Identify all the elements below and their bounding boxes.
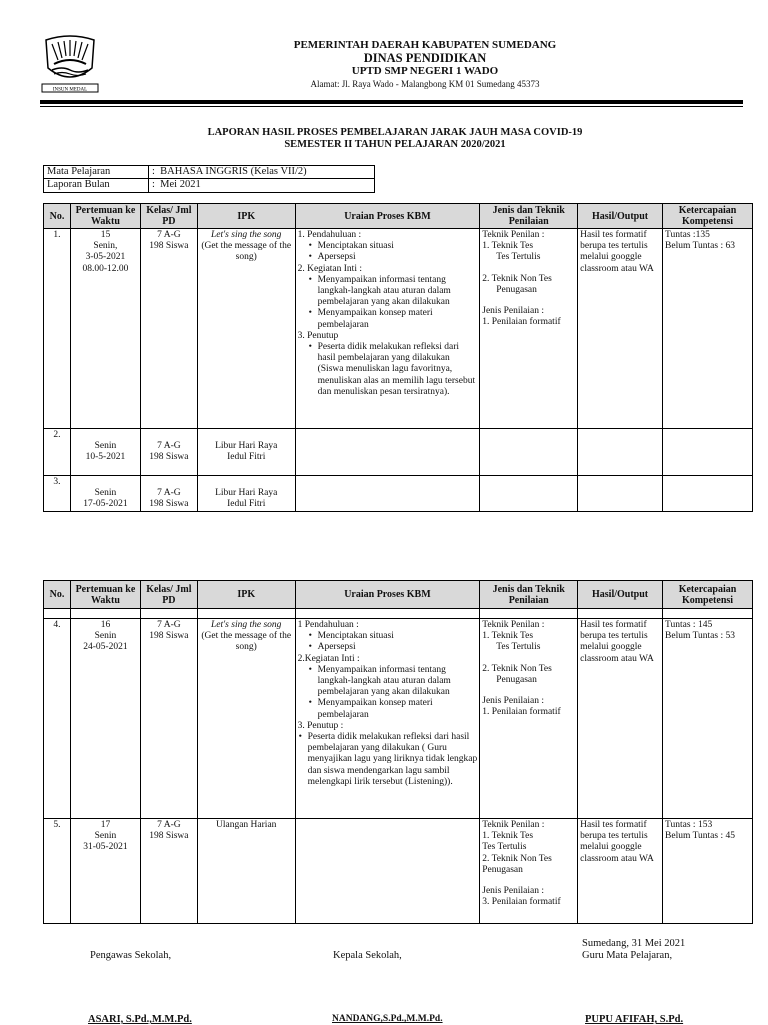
class-name: 7 A-G: [157, 441, 181, 451]
assessment-line: Tes Tertulis: [496, 642, 541, 653]
table-header-row: [44, 581, 753, 609]
header-government: PEMERINTAH DAERAH KABUPATEN SUMEDANG: [293, 39, 557, 51]
ipk-desc: Iedul Fitri: [227, 452, 266, 463]
kbm-item: • Menyampaikan informasi tentang langkah-langkah atau aturan dalam pembelajaran yang akan dilakukan: [318, 275, 478, 309]
info-table: [43, 165, 375, 193]
ipk-cell: [197, 429, 295, 476]
kbm-cell: [295, 229, 480, 429]
report-title: LAPORAN HASIL PROSES PEMBELAJARAN JARAK JAUH MASA COVID-19: [207, 127, 583, 138]
assessment-line: Jenis Penilaian :: [482, 886, 545, 897]
table-row: [44, 229, 753, 429]
meeting-date: 31-05-2021: [83, 842, 128, 853]
meeting-day: Senin: [94, 831, 117, 842]
assessment-cell: [480, 819, 578, 924]
competency-cell: [663, 229, 753, 429]
col-output: Hasil/Output: [578, 204, 663, 229]
meeting-day: Senin: [94, 631, 117, 642]
kbm-item: • Apersepsi: [318, 642, 478, 653]
class-cell: [140, 619, 197, 819]
kbm-item: • Peserta didik melakukan refleksi dari hasil pembelajaran yang dilakukan (Siswa menuliskan lagu favoritnya, menuliskan alas an memilih lagu tersebut dan menuliskan pesan tersiratnya).: [318, 342, 478, 398]
pengawas-role: Pengawas Sekolah,: [90, 950, 172, 961]
belum-tuntas-count: Belum Tuntas : 53: [665, 631, 735, 642]
tuntas-count: Tuntas :135: [665, 230, 710, 240]
class-name: 7 A-G: [157, 230, 181, 240]
meeting-cell: [70, 429, 140, 476]
meeting-number: 16: [100, 620, 111, 630]
belum-tuntas-count: Belum Tuntas : 63: [665, 241, 735, 252]
assessment-line: 1. Penilaian formatif: [482, 317, 561, 328]
col-kbm: Uraian Proses KBM: [295, 204, 480, 229]
kbm-step: 2.Kegiatan Inti :: [297, 653, 360, 664]
col-ipk: IPK: [197, 204, 295, 229]
table-row: [44, 619, 753, 819]
month-label: Laporan Bulan: [44, 179, 149, 192]
class-cell: [140, 476, 197, 512]
class-name: 7 A-G: [157, 620, 181, 630]
col-kbm: Uraian Proses KBM: [295, 581, 480, 609]
class-name: 7 A-G: [157, 820, 181, 830]
meeting-day: Senin: [94, 441, 117, 451]
header-address: Alamat: Jl. Raya Wado - Malangbong KM 01 Sumedang 45373: [310, 79, 540, 89]
assessment-line: Tes Tertulis: [482, 842, 527, 853]
meeting-date: 10-5-2021: [85, 452, 126, 463]
table-row: [44, 429, 753, 476]
subject-value: BAHASA INGGRIS (Kelas VII/2): [160, 166, 307, 177]
report-table-2: [43, 580, 753, 924]
assessment-line: Penugasan: [496, 284, 537, 295]
kepala-role: Kepala Sekolah,: [333, 950, 402, 961]
school-emblem-logo: [38, 34, 102, 94]
ipk-title: Let's sing the song: [211, 230, 282, 240]
ipk-desc: Iedul Fitri: [227, 499, 266, 510]
meeting-day: Senin,: [93, 241, 118, 252]
meeting-number: 15: [100, 230, 111, 240]
table-row: [44, 476, 753, 512]
kbm-cell: [295, 619, 480, 819]
kbm-item: • Menciptakan situasi: [318, 631, 478, 642]
row-number: 1.: [44, 229, 71, 429]
row-number: 2.: [44, 429, 71, 476]
meeting-cell: [70, 476, 140, 512]
tuntas-count: Tuntas : 145: [665, 620, 713, 630]
ipk-title: Let's sing the song: [211, 620, 282, 630]
col-output: Hasil/Output: [578, 581, 663, 609]
guru-role: Guru Mata Pelajaran,: [582, 950, 673, 961]
ipk-desc: (Get the message of the song): [201, 241, 292, 263]
meeting-cell: [70, 619, 140, 819]
assessment-line: 1. Teknik Tes: [482, 831, 534, 842]
assessment-line: Teknik Penilan :: [482, 820, 545, 830]
report-table-1: [43, 203, 753, 512]
header-school: UPTD SMP NEGERI 1 WADO: [351, 65, 499, 77]
meeting-day: Senin: [94, 488, 117, 498]
competency-cell: [663, 819, 753, 924]
kepala-name: NANDANG,S.Pd.,M.M.Pd.: [332, 1014, 443, 1024]
assessment-line: Penugasan: [496, 674, 537, 685]
kbm-step: 1 Pendahuluan :: [297, 620, 359, 630]
col-no: No.: [44, 581, 71, 609]
meeting-date: 17-05-2021: [83, 499, 128, 510]
ipk-cell: [197, 229, 295, 429]
assessment-line: Jenis Penilaian :: [482, 696, 545, 707]
competency-cell: [663, 619, 753, 819]
ipk-cell: Ulangan Harian: [197, 819, 295, 924]
ipk-title: Libur Hari Raya: [215, 441, 278, 451]
ipk-desc: (Get the message of the song): [201, 631, 292, 653]
place-date: Sumedang, 31 Mei 2021: [582, 938, 686, 949]
colon: :: [152, 179, 155, 191]
kbm-item: • Menyampaikan informasi tentang langkah-langkah atau aturan dalam pembelajaran yang akan dilakukan: [318, 665, 478, 699]
kbm-item: • Menyampaikan konsep materi pembelajaran: [318, 698, 478, 720]
header-divider-thick: [40, 100, 743, 104]
belum-tuntas-count: Belum Tuntas : 45: [665, 831, 735, 842]
assessment-line: Teknik Penilan :: [482, 620, 545, 630]
col-competency: Ketercapaian Kompetensi: [663, 581, 753, 609]
assessment-line: 2. Teknik Non Tes: [482, 273, 552, 284]
meeting-date: 3-05-2021: [85, 252, 126, 263]
guru-name: PUPU AFIFAH, S.Pd.: [585, 1014, 684, 1025]
row-number: 3.: [44, 476, 71, 512]
row-number: 5.: [44, 819, 71, 924]
row-number: 4.: [44, 619, 71, 819]
class-cell: [140, 229, 197, 429]
output-cell: Hasil tes formatif berupa tes tertulis melalui googgle classroom atau WA: [578, 619, 663, 819]
meeting-number: 17: [100, 820, 111, 830]
report-semester: SEMESTER II TAHUN PELAJARAN 2020/2021: [284, 139, 506, 150]
student-count: 198 Siswa: [149, 452, 189, 463]
col-no: No.: [44, 204, 71, 229]
assessment-line: 1. Teknik Tes: [482, 241, 534, 252]
colon: :: [152, 166, 155, 177]
kbm-item: • Menyampaikan konsep materi pembelajaran: [318, 308, 478, 330]
col-class: Kelas/ Jml PD: [140, 581, 197, 609]
assessment-line: 1. Penilaian formatif: [482, 707, 561, 718]
col-meeting: Pertemuan ke Waktu: [70, 581, 140, 609]
meeting-time: 08.00-12.00: [82, 263, 129, 274]
kbm-item: • Apersepsi: [318, 252, 478, 263]
pengawas-name: ASARI, S.Pd.,M.M.Pd.: [88, 1014, 192, 1025]
kbm-step: 3. Penutup: [297, 330, 339, 341]
header-department: DINAS PENDIDIKAN: [363, 51, 487, 65]
table-row: [44, 819, 753, 924]
header-divider-thin: [40, 106, 743, 107]
kbm-step: 2. Kegiatan Inti :: [297, 263, 362, 274]
col-assessment: Jenis dan Teknik Penilaian: [480, 204, 578, 229]
output-cell: Hasil tes formatif berupa tes tertulis melalui googgle classroom atau WA: [578, 819, 663, 924]
class-name: 7 A-G: [157, 488, 181, 498]
student-count: 198 Siswa: [149, 631, 189, 642]
meeting-cell: [70, 819, 140, 924]
col-ipk: IPK: [197, 581, 295, 609]
table-header-row: [44, 204, 753, 229]
meeting-date: 24-05-2021: [83, 642, 128, 653]
col-assessment: Jenis dan Teknik Penilaian: [480, 581, 578, 609]
col-competency: Ketercapaian Kompetensi: [663, 204, 753, 229]
assessment-line: Penugasan: [482, 864, 523, 875]
month-value: Mei 2021: [160, 179, 201, 191]
class-cell: [140, 819, 197, 924]
class-cell: [140, 429, 197, 476]
ipk-title: Libur Hari Raya: [215, 488, 278, 498]
assessment-line: 2. Teknik Non Tes: [482, 663, 552, 674]
student-count: 198 Siswa: [149, 831, 189, 842]
assessment-cell: [480, 229, 578, 429]
assessment-line: Tes Tertulis: [496, 252, 541, 263]
ipk-cell: [197, 476, 295, 512]
kbm-step: 1. Pendahuluan :: [297, 230, 362, 240]
assessment-cell: [480, 619, 578, 819]
col-class: Kelas/ Jml PD: [140, 204, 197, 229]
kbm-item: • Peserta didik melakukan refleksi dari hasil pembelajaran yang dilakukan ( Guru menyajikan lagu yang liriknya tidak lengkap dan siswa mendengarkan lagu sambil melengkapi lirik tersebut (Listening)).: [308, 732, 478, 788]
assessment-line: 3. Penilaian formatif: [482, 897, 561, 908]
spacer-row: [44, 609, 753, 619]
col-meeting: Pertemuan ke Waktu: [70, 204, 140, 229]
subject-label: Mata Pelajaran: [44, 166, 149, 179]
assessment-line: 2. Teknik Non Tes: [482, 853, 552, 864]
kbm-item: • Menciptakan situasi: [318, 241, 478, 252]
ipk-cell: [197, 619, 295, 819]
student-count: 198 Siswa: [149, 241, 189, 252]
assessment-line: Teknik Penilan :: [482, 230, 545, 240]
tuntas-count: Tuntas : 153: [665, 820, 713, 830]
output-cell: Hasil tes formatif berupa tes tertulis melalui googgle classroom atau WA: [578, 229, 663, 429]
kbm-step: 3. Penutup :: [297, 720, 344, 731]
student-count: 198 Siswa: [149, 499, 189, 510]
logo-motto: INSUN MEDAL: [52, 87, 88, 93]
meeting-cell: [70, 229, 140, 429]
assessment-line: 1. Teknik Tes: [482, 631, 534, 642]
assessment-line: Jenis Penilaian :: [482, 306, 545, 317]
